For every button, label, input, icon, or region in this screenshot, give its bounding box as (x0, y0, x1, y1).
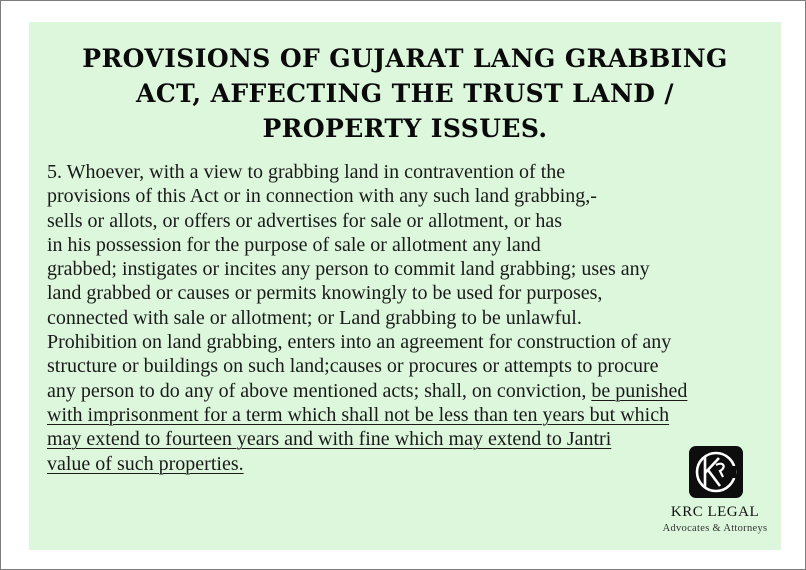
text-line: 5. Whoever, with a view to grabbing land in contravention of the (47, 161, 566, 183)
title-line: PROPERTY ISSUES. (262, 114, 548, 143)
page-title (29, 41, 781, 146)
krc-logo-icon (689, 446, 743, 498)
brand-tagline: Advocates & Attorneys (662, 523, 768, 534)
provision-text (47, 160, 777, 476)
underlined-line: with imprisonment for a term which shall not be less than ten years but which (47, 403, 670, 426)
text-line: Prohibition on land grabbing, enters into an agreement for construction of any (47, 331, 672, 354)
underlined-segment: be punished (591, 379, 688, 402)
text-line: grabbed; instigates or incites any person to commit land grabbing; uses any (47, 258, 650, 281)
krc-monogram-icon (689, 446, 743, 498)
text-line: land grabbed or causes or permits knowingly to be used for purposes, (47, 282, 603, 305)
text-line: in his possession for the purpose of sale or allotment any land (47, 233, 541, 256)
text-line: structure or buildings on such land;causes or procures or attempts to procure (47, 355, 659, 378)
title-line: ACT, AFFECTING THE TRUST LAND / (136, 79, 674, 108)
title-line: PROVISIONS OF GUJARAT LANG GRABBING (82, 44, 728, 73)
text-line: sells or allots, or offers or advertises for sale or allotment, or has (47, 209, 563, 232)
brand-block (641, 503, 789, 537)
brand-name: KRC LEGAL (670, 504, 760, 520)
text-line: connected with sale or allotment; or Land grabbing to be unlawful. (47, 306, 582, 329)
text-segment: any person to do any of above mentioned acts; shall, on conviction, (47, 379, 592, 402)
text-line: provisions of this Act or in connection with any such land grabbing,- (47, 185, 597, 208)
text-line-mixed (47, 379, 777, 403)
underlined-line: value of such properties. (47, 452, 244, 475)
underlined-line: may extend to fourteen years and with fine which may extend to Jantri (47, 428, 612, 451)
content-card (29, 22, 781, 550)
